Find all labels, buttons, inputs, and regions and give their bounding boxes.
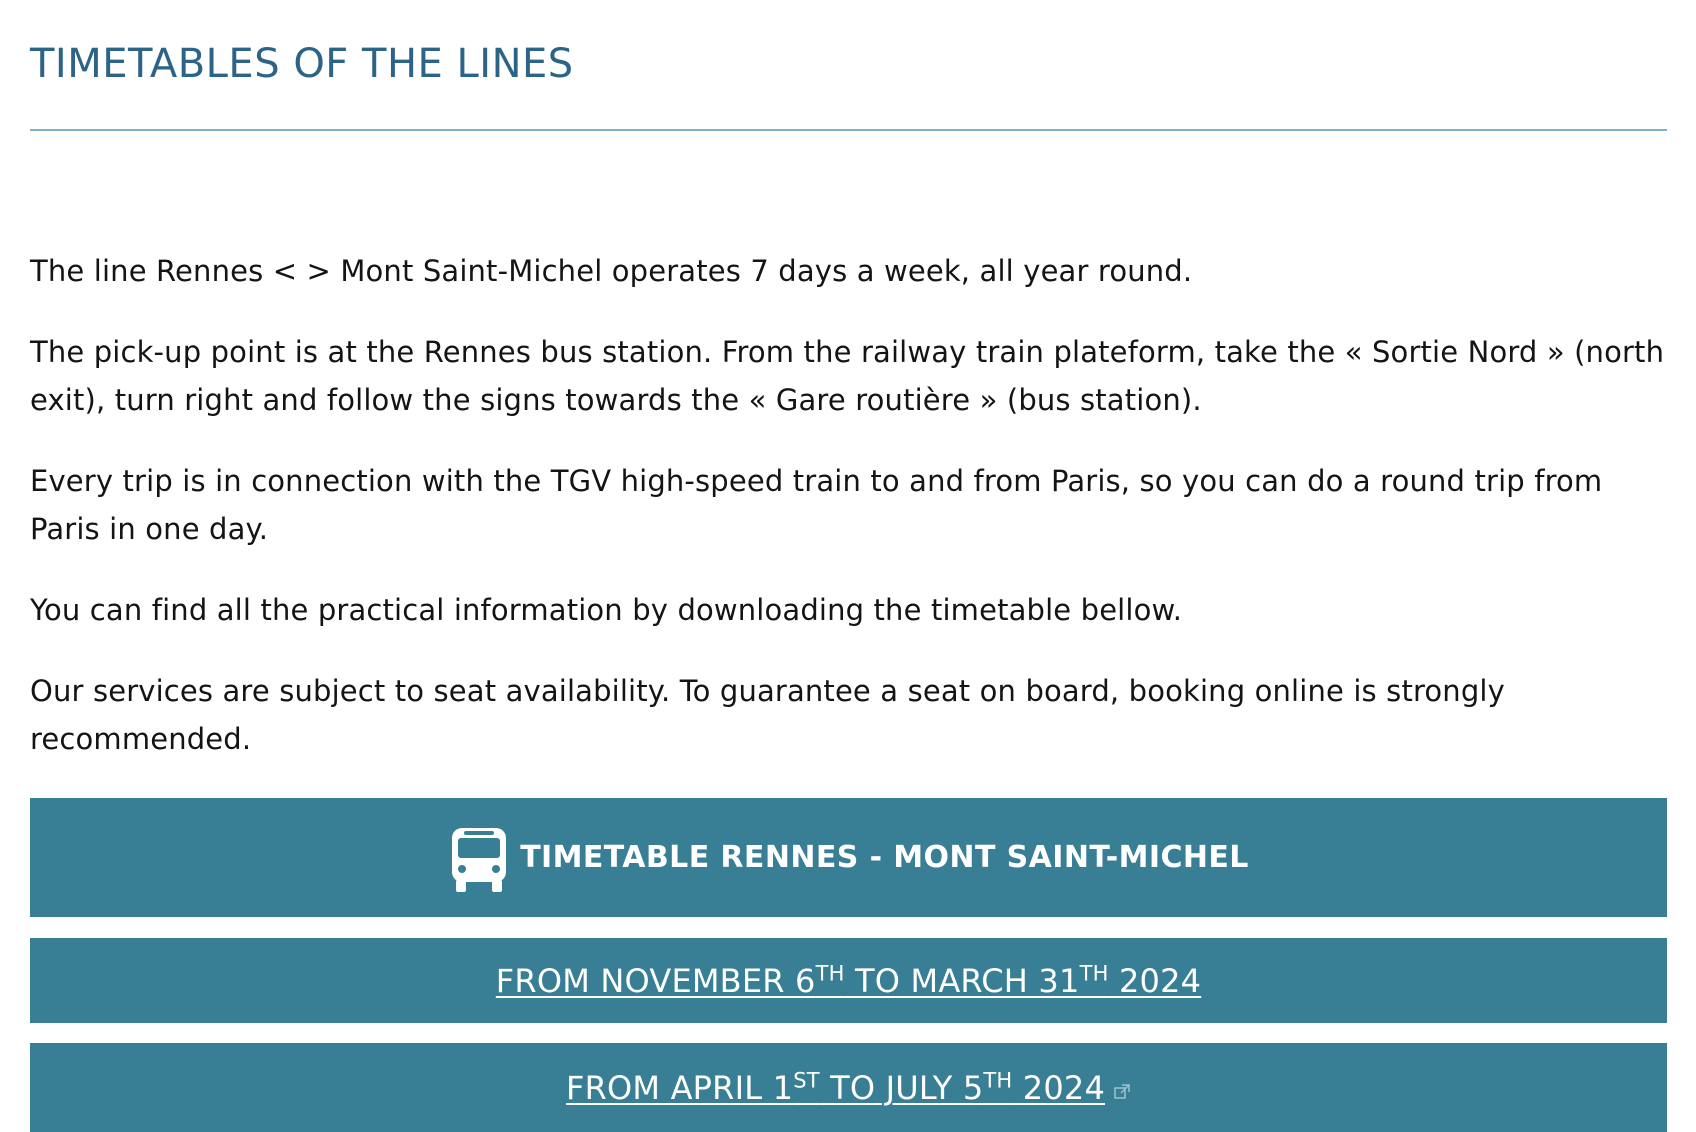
link-text-part: TO JULY 5 <box>819 1068 984 1107</box>
info-paragraph-pickup-point: The pick-up point is at the Rennes bus station. From the railway train plateform, take the « Sortie Nord » (north exit), turn right and follow the signs towards the « Gare routière » (bus station). <box>30 335 1665 417</box>
timetable-header-label: TIMETABLE RENNES - MONT SAINT-MICHEL <box>520 840 1249 875</box>
info-paragraph-tgv-connection: Every trip is in connection with the TGV high-speed train to and from Paris, so you can do a round trip from Paris in one day. <box>30 464 1603 546</box>
bus-icon <box>448 822 510 894</box>
link-text-part: TO MARCH 31 <box>844 961 1080 1000</box>
info-paragraph-download: You can find all the practical information by downloading the timetable bellow. <box>30 593 1183 627</box>
timetable-link-row-spring[interactable] <box>30 1043 1667 1132</box>
ordinal-suffix: TH <box>1079 960 1109 985</box>
page-title: TIMETABLES OF THE LINES <box>30 41 574 87</box>
ordinal-suffix: TH <box>983 1067 1013 1092</box>
link-text-part: FROM APRIL 1 <box>565 1068 794 1107</box>
timetable-link-nov-mar[interactable] <box>496 962 1201 1000</box>
title-divider <box>30 129 1667 131</box>
ordinal-suffix: TH <box>815 960 845 985</box>
ordinal-suffix: ST <box>793 1067 820 1092</box>
info-paragraph-operating-days: The line Rennes < > Mont Saint-Michel operates 7 days a week, all year round. <box>30 254 1193 288</box>
link-text-part: 2024 <box>1108 961 1202 1000</box>
link-text-part: FROM NOVEMBER 6 <box>495 961 816 1000</box>
timetable-header-banner <box>30 798 1667 917</box>
link-text-part: 2024 <box>1012 1068 1106 1107</box>
info-paragraph-seat-availability: Our services are subject to seat availability. To guarantee a seat on board, booking online is strongly recommended. <box>30 674 1505 756</box>
timetable-link-row-winter[interactable] <box>30 938 1667 1023</box>
external-link-icon <box>1113 1071 1131 1089</box>
timetable-link-apr-jul[interactable] <box>566 1069 1131 1107</box>
